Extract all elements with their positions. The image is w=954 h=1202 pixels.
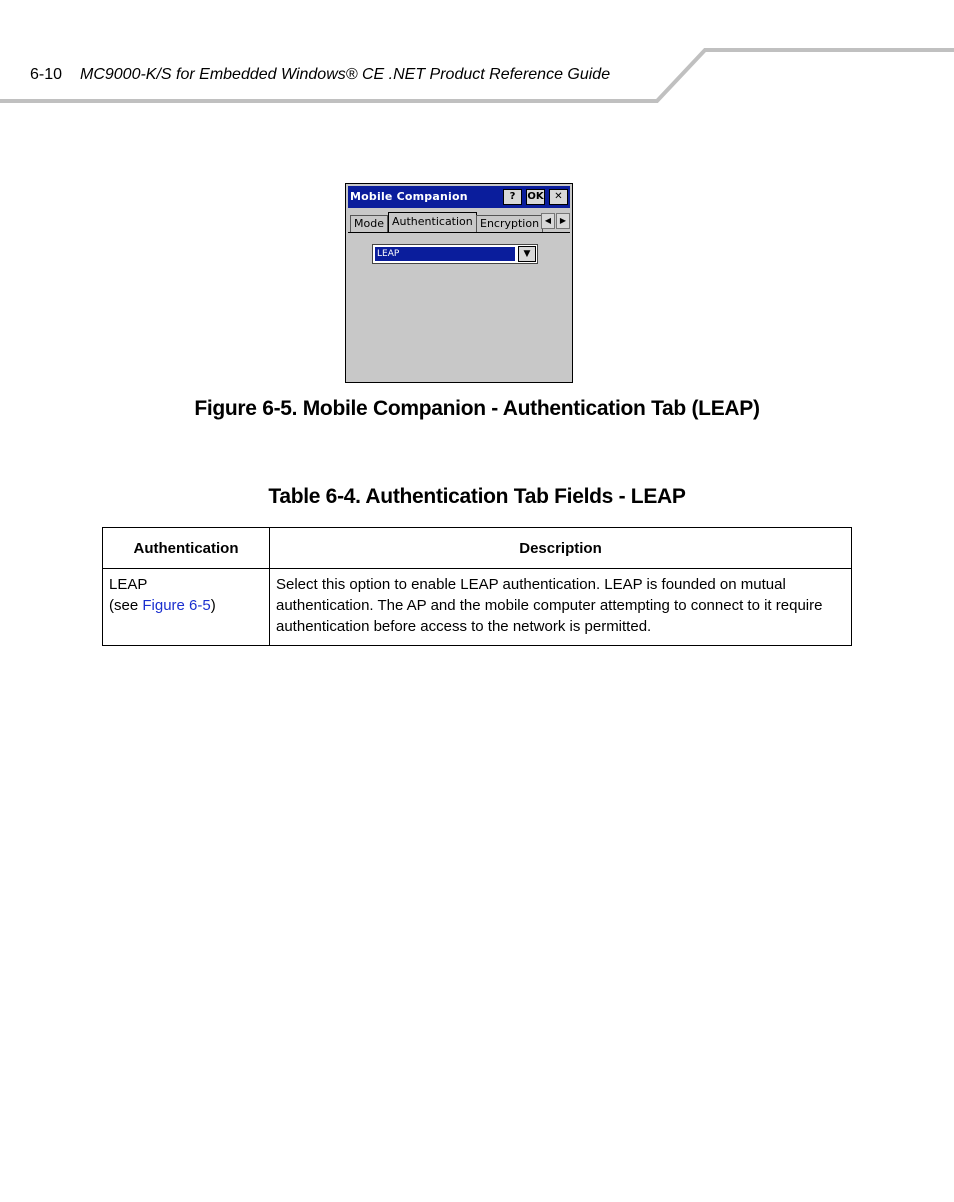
close-button[interactable]: ✕ <box>549 189 568 205</box>
figure-link[interactable]: Figure 6-5 <box>142 597 211 614</box>
authentication-dropdown[interactable] <box>372 244 538 264</box>
column-header-description: Description <box>270 528 852 569</box>
tab-mode[interactable]: Mode <box>350 215 388 232</box>
tab-authentication[interactable]: Authentication <box>388 212 477 233</box>
column-header-authentication: Authentication <box>103 528 270 569</box>
page-number: 6-10 <box>30 66 63 83</box>
ok-button[interactable]: OK <box>526 189 545 205</box>
see-prefix: (see <box>109 597 143 614</box>
window-title: Mobile Companion <box>350 190 468 203</box>
tab-strip <box>348 212 572 234</box>
field-name: LEAP <box>109 576 148 593</box>
see-suffix: ) <box>210 597 216 614</box>
dropdown-selected-value: LEAP <box>375 247 515 261</box>
guide-title: MC9000-K/S for Embedded Windows® CE .NET Product Reference Guide <box>80 66 611 83</box>
table-header-row <box>103 528 852 569</box>
field-cell <box>103 569 270 646</box>
description-cell: Select this option to enable LEAP authentication. LEAP is founded on mutual authentication. The AP and the mobile computer attempting to connect to it require authentication before access to the network is permitted. <box>270 569 852 646</box>
figure-caption: Figure 6-5. Mobile Companion - Authentication Tab (LEAP) <box>194 397 760 420</box>
window-title-bar <box>348 186 570 208</box>
page-header <box>0 0 954 110</box>
tab-encryption[interactable]: Encryption <box>476 215 543 232</box>
help-button[interactable]: ? <box>503 189 522 205</box>
tab-divider <box>348 232 570 233</box>
table-row <box>103 569 852 646</box>
mobile-companion-window <box>345 183 573 383</box>
chevron-down-icon[interactable]: ▼ <box>518 246 536 262</box>
tab-scroll-right-icon[interactable]: ▶ <box>556 213 570 229</box>
authentication-fields-table <box>102 527 852 646</box>
tab-scroll-left-icon[interactable]: ◀ <box>541 213 555 229</box>
table-caption: Table 6-4. Authentication Tab Fields - LEAP <box>268 485 686 508</box>
header-rule-graphic <box>0 0 954 110</box>
